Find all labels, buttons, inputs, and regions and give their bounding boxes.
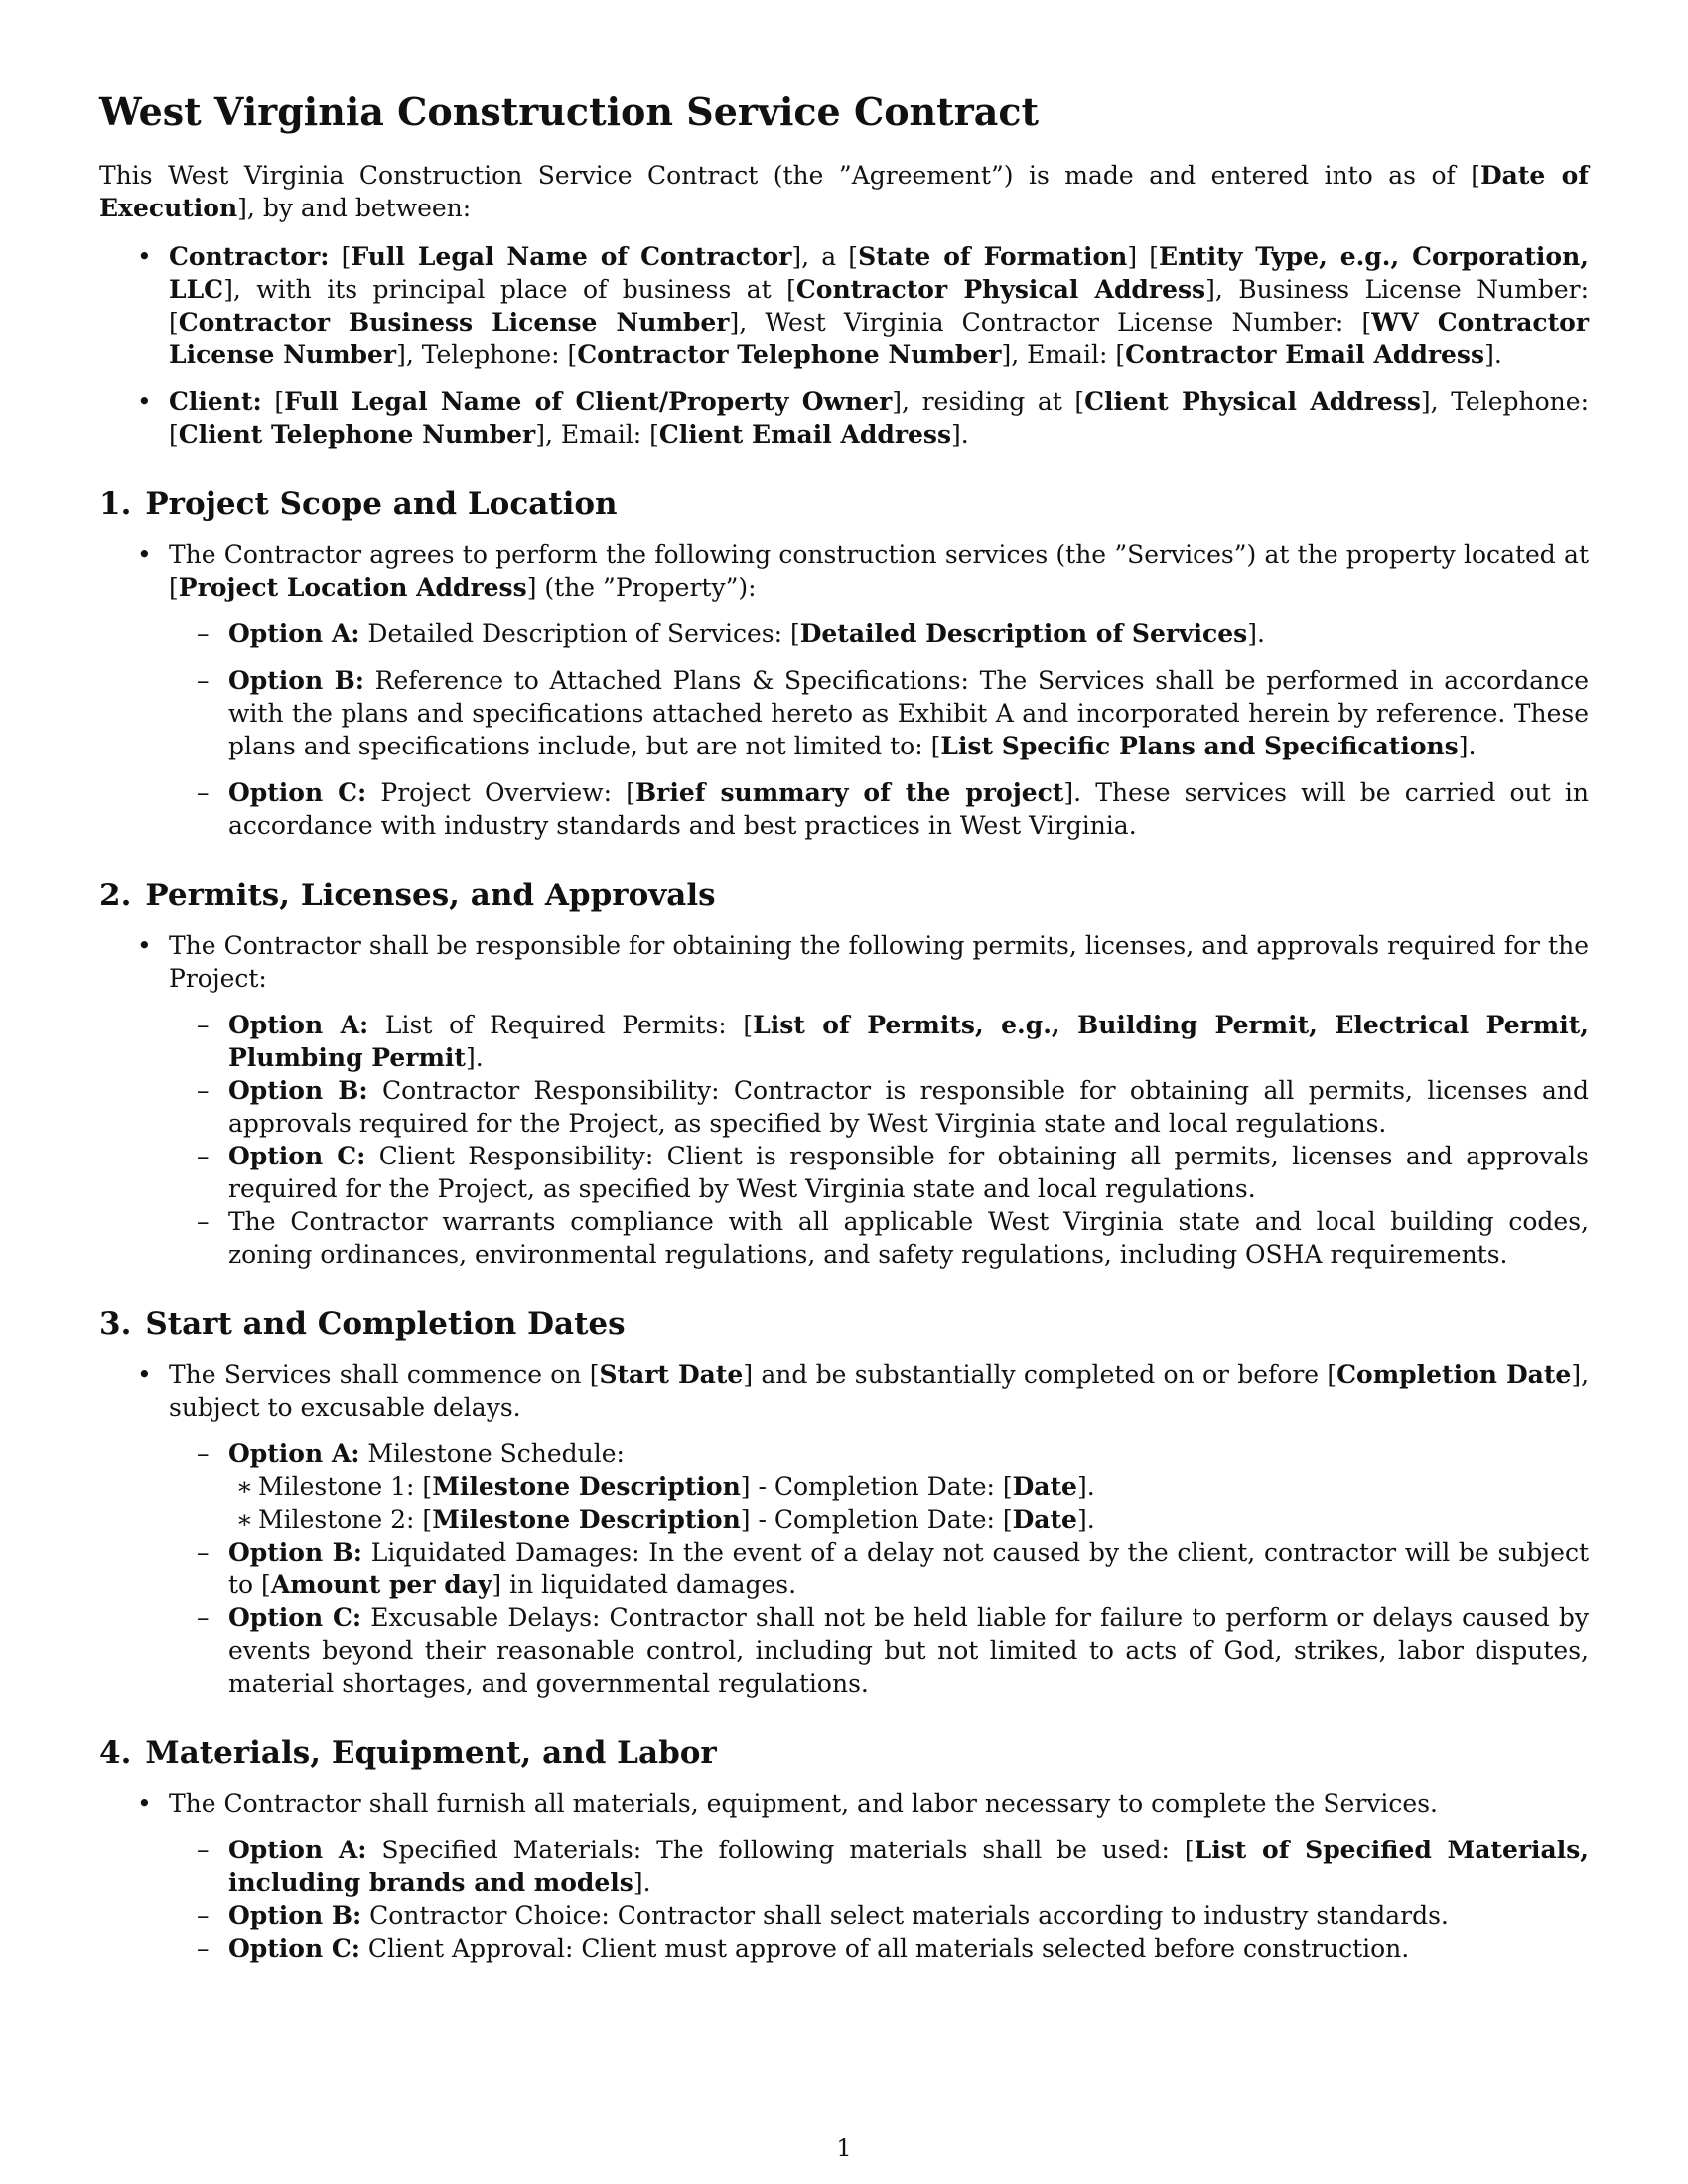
text: ]. [1484, 341, 1502, 369]
option-a [169, 617, 1589, 650]
text: ] (the ”Property”): [526, 573, 757, 602]
text: ], Business License Number: [ [169, 275, 1589, 337]
parties-list [99, 240, 1589, 451]
placeholder: Full Legal Name of Contractor [351, 242, 792, 271]
section-4-lead [99, 1787, 1589, 1965]
placeholder: Completion Date [1336, 1360, 1572, 1389]
text: ], a [ [791, 242, 859, 271]
text: ] - Completion Date: [ [740, 1472, 1013, 1501]
contractor-party [99, 240, 1589, 371]
text: Milestone Schedule: [359, 1439, 625, 1468]
section-number: 1. [99, 486, 132, 522]
client-party [99, 385, 1589, 451]
document-title: West Virginia Construction Service Contract [99, 89, 1040, 134]
section-heading-2 [99, 876, 1589, 915]
section-number: 3. [99, 1306, 132, 1342]
placeholder: Project Location Address [178, 573, 527, 602]
text: ], subject to excusable delays. [169, 1360, 1590, 1422]
option-label: Option A: [228, 1439, 360, 1468]
section-title: Start and Completion Dates [145, 1306, 626, 1342]
option-label: Option B: [228, 1076, 368, 1105]
text: ]. [951, 420, 969, 449]
placeholder: Contractor Telephone Number [577, 341, 1002, 369]
section-2-list [99, 929, 1589, 1271]
placeholder: List of Specified Materials, including brands and models [228, 1836, 1590, 1897]
client-label: Client: [169, 387, 262, 416]
section-heading-3 [99, 1304, 1589, 1344]
text: List of Required Permits: [ [368, 1011, 754, 1039]
option-label: Option A: [228, 1836, 367, 1864]
placeholder: Client Telephone Number [178, 420, 536, 449]
placeholder: Start Date [599, 1360, 744, 1389]
text: Milestone 2: [ [258, 1505, 433, 1534]
placeholder: Milestone Description [432, 1505, 741, 1534]
text: Contractor Choice: Contractor shall select materials according to industry standards. [361, 1901, 1449, 1930]
text: Reference to Attached Plans & Specifications: The Services shall be performed in accordance with the plans and specifications attached hereto as Exhibit A and incorporated herein by reference. These plans and specifications include, but are not limited to: [ [228, 666, 1590, 760]
option-label: Option C: [228, 1934, 360, 1963]
text: Contractor Responsibility: Contractor is responsible for obtaining all permits, licenses and approvals required for the Project, as specified by West Virginia state and local regulations. [228, 1076, 1590, 1138]
page-number: 1 [836, 2134, 852, 2162]
text: [ [329, 242, 352, 271]
text: ]. [1458, 732, 1477, 760]
section-4-list [99, 1787, 1589, 1965]
text: ], Email: [ [535, 420, 659, 449]
section-3-lead [99, 1358, 1589, 1700]
milestone-item [228, 1470, 1589, 1503]
text: ]. These services will be carried out in accordance with industry standards and best practices in West Virginia. [228, 778, 1589, 840]
section-2-options [169, 1009, 1589, 1271]
text: ]. [1076, 1505, 1095, 1534]
text: Excusable Delays: Contractor shall not be held liable for failure to perform or delays caused by events beyond their reasonable control, including but not limited to acts of God, strikes, labor disputes, material shortages, and governmental regulations. [228, 1603, 1589, 1698]
option-label: Option C: [228, 1142, 366, 1170]
option-a [169, 1009, 1589, 1074]
placeholder: Detailed Description of Services [799, 619, 1248, 648]
text: ], West Virginia Contractor License Number: [ [729, 308, 1372, 337]
text: ] [ [1127, 242, 1160, 271]
section-3-list [99, 1358, 1589, 1700]
option-label: Option B: [228, 1538, 363, 1567]
text: The Contractor shall furnish all materials, equipment, and labor necessary to complete the Services. [169, 1789, 1438, 1818]
placeholder: WV Contractor License Number [169, 308, 1590, 369]
placeholder: Amount per day [270, 1570, 492, 1599]
text: Specified Materials: The following materials shall be used: [ [366, 1836, 1195, 1864]
placeholder: Client Physical Address [1084, 387, 1421, 416]
intro-text: This West Virginia Construction Service Contract (the ”Agreement”) is made and entered into as of [ [99, 161, 1480, 190]
option-label: Option A: [228, 619, 360, 648]
text: The Contractor shall be responsible for obtaining the following permits, licenses, and approvals required for the Project: [169, 931, 1589, 993]
section-title: Project Scope and Location [145, 486, 618, 522]
section-heading-4 [99, 1733, 1589, 1773]
text: ]. [1076, 1472, 1095, 1501]
section-2-lead [99, 929, 1589, 1271]
milestone-list [228, 1470, 1589, 1536]
option-a [169, 1834, 1589, 1899]
placeholder: Entity Type, e.g., Corporation, LLC [169, 242, 1589, 304]
text: ], residing at [ [892, 387, 1085, 416]
text: ] and be substantially completed on or before [ [743, 1360, 1337, 1389]
text: The Contractor warrants compliance with all applicable West Virginia state and local building codes, zoning ordinances, environmental regulations, and safety regulations, including OSHA requirements. [228, 1207, 1589, 1269]
option-a [169, 1437, 1589, 1536]
section-title: Permits, Licenses, and Approvals [145, 878, 716, 913]
intro-text: ], by and between: [237, 194, 472, 222]
option-label: Option C: [228, 1603, 362, 1632]
text: ], with its principal place of business at [ [223, 275, 796, 304]
option-label: Option C: [228, 778, 367, 807]
text: Detailed Description of Services: [ [359, 619, 800, 648]
section-3-options [169, 1437, 1589, 1700]
placeholder: Date [1012, 1472, 1077, 1501]
text: The Services shall commence on [ [169, 1360, 600, 1389]
text: The Contractor agrees to perform the following construction services (the ”Services”) at the property located at [ [169, 540, 1589, 602]
placeholder: Contractor Business License Number [178, 308, 730, 337]
milestone-item [228, 1503, 1589, 1536]
section-1-list [99, 538, 1589, 842]
document-page [99, 89, 1589, 1979]
option-b [169, 1536, 1589, 1601]
compliance-warranty [169, 1205, 1589, 1271]
placeholder: List Specific Plans and Specifications [940, 732, 1459, 760]
text: Milestone 1: [ [258, 1472, 433, 1501]
placeholder: Full Legal Name of Client/Property Owner [284, 387, 893, 416]
text: ]. [1247, 619, 1265, 648]
section-1-options [169, 617, 1589, 842]
date-of-execution-placeholder: Date of Execution [99, 161, 1589, 222]
text: [ [261, 387, 285, 416]
text: ], Telephone: [ [396, 341, 578, 369]
text: ]. [633, 1868, 651, 1897]
option-label: Option B: [228, 666, 364, 695]
text: Liquidated Damages: In the event of a delay not caused by the client, contractor will be subject to [ [228, 1538, 1589, 1599]
section-number: 2. [99, 878, 132, 913]
text: Client Responsibility: Client is responsible for obtaining all permits, licenses and approvals required for the Project, as specified by West Virginia state and local regulations. [228, 1142, 1590, 1203]
placeholder: Contractor Physical Address [795, 275, 1206, 304]
option-b [169, 664, 1589, 762]
text: ] - Completion Date: [ [740, 1505, 1013, 1534]
text: ] in liquidated damages. [492, 1570, 797, 1599]
text: ], Email: [ [1001, 341, 1126, 369]
section-4-options [169, 1834, 1589, 1965]
placeholder: Client Email Address [658, 420, 952, 449]
option-c [169, 1601, 1589, 1700]
option-label: Option A: [228, 1011, 369, 1039]
option-b [169, 1074, 1589, 1140]
option-label: Option B: [228, 1901, 362, 1930]
text: Project Overview: [ [366, 778, 636, 807]
section-number: 4. [99, 1735, 132, 1771]
section-1-lead [99, 538, 1589, 842]
placeholder: Contractor Email Address [1125, 341, 1485, 369]
option-b [169, 1899, 1589, 1932]
text: ], Telephone: [ [169, 387, 1590, 449]
section-title: Materials, Equipment, and Labor [145, 1735, 717, 1771]
placeholder: State of Formation [858, 242, 1128, 271]
intro-paragraph [99, 159, 1589, 224]
placeholder: List of Permits, e.g., Building Permit, Electrical Permit, Plumbing Permit [228, 1011, 1589, 1072]
option-c [169, 1140, 1589, 1205]
text: Client Approval: Client must approve of all materials selected before construction. [359, 1934, 1410, 1963]
option-c [169, 776, 1589, 842]
contractor-label: Contractor: [169, 242, 330, 271]
placeholder: Date [1012, 1505, 1077, 1534]
section-heading-1 [99, 484, 1589, 524]
text: ]. [465, 1043, 484, 1072]
placeholder: Milestone Description [432, 1472, 741, 1501]
option-c [169, 1932, 1589, 1965]
placeholder: Brief summary of the project [635, 778, 1064, 807]
